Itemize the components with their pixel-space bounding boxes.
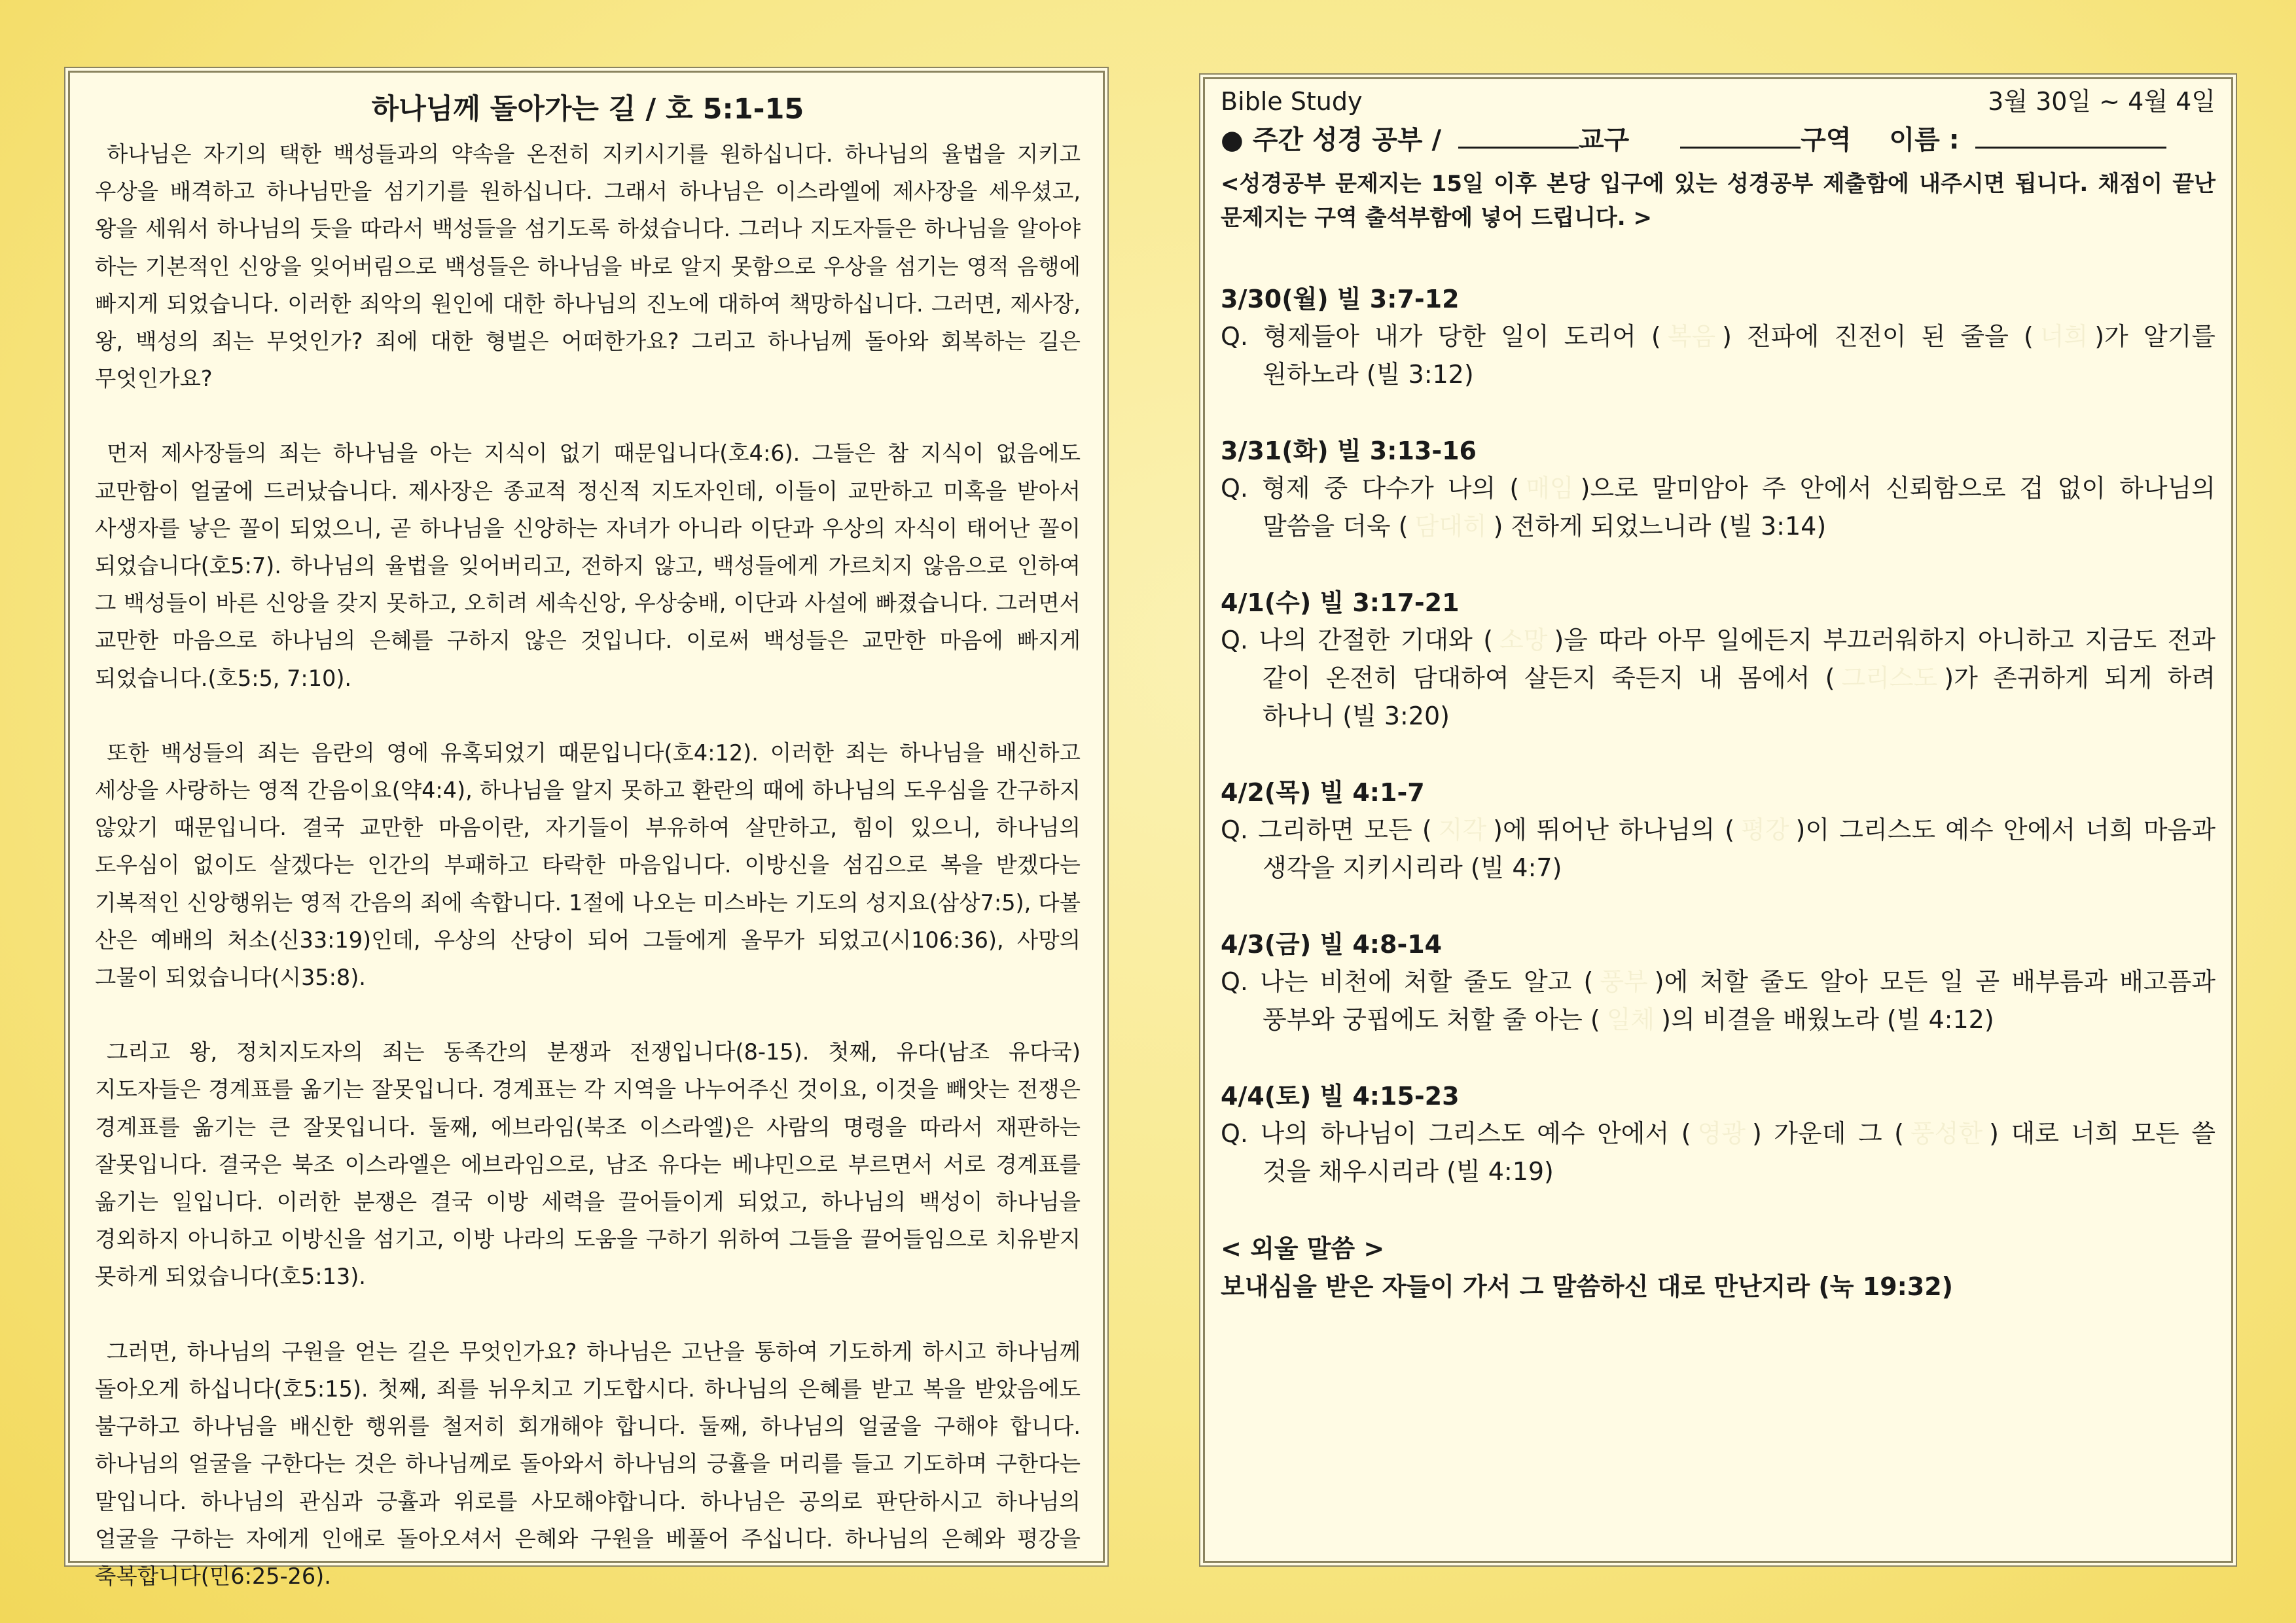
question-segment: )가 알기를 원하노라 (빌 3:12) <box>1263 322 2215 389</box>
day-block <box>1221 433 2215 545</box>
answer-blank[interactable]: 평강 <box>1741 815 1789 844</box>
day-reference: 4/3(금) 빌 4:8-14 <box>1221 930 1443 959</box>
day-block <box>1221 584 2215 735</box>
question-segment: )이 그리스도 예수 안에서 너희 마음과 생각을 지키시리라 (빌 4:7) <box>1263 815 2215 882</box>
question-text <box>1221 317 2215 393</box>
day-reference: 4/2(목) 빌 4:1-7 <box>1221 778 1425 807</box>
sermon-paragraph: 먼저 제사장들의 죄는 하나님을 아는 지식이 없기 때문입니다(호4:6). 그들은 참 지식이 없음에도 교만함이 얼굴에 드러났습니다. 제사장은 종교적 정신적 지도자인데, 이들이 교만하고 미혹을 받아서 사생자를 낳은 꼴이 되었으니, 곧 하나님을 신앙하는 자녀가 아니라 이단과 우상의 자식이 태어난 꼴이 되었습니다(호5:7). 하나님의 율법을 잊어버리고, 전하지 않고, 백성들에게 가르치지 않음으로 인하여 그 백성들이 바른 신앙을 갖지 못하고, 오히려 세속신앙, 우상숭배, 이단과 사설에 빠졌습니다. 그러면서 교만한 마음으로 하나님의 은혜를 구하지 않은 것입니다. 이로써 백성들은 교만한 마음에 빠지게 되었습니다.(호5:5, 7:10). <box>95 440 1081 691</box>
question-text <box>1221 963 2215 1039</box>
question-segment: Q. 나는 비천에 처할 줄도 알고 ( <box>1221 967 1594 996</box>
answer-blank[interactable]: 담대히 <box>1414 512 1487 541</box>
question-segment: )에 뛰어난 하나님의 ( <box>1493 815 1735 844</box>
question-segment: )에 처할 줄도 알아 모든 일 곧 배부름과 배고픔과 풍부와 궁핍에도 처할 줄 아는 ( <box>1263 967 2215 1034</box>
name-blank[interactable] <box>1975 120 2166 149</box>
question-segment: Q. 형제 중 다수가 나의 ( <box>1221 474 1520 503</box>
parish-label: 교구 <box>1579 125 1630 155</box>
sermon-panel <box>68 71 1105 1589</box>
question-segment: ) 전파에 진전이 된 줄을 ( <box>1722 322 2034 351</box>
sermon-paragraph: 또한 백성들의 죄는 음란의 영에 유혹되었기 때문입니다(호4:12). 이러한 죄는 하나님을 배신하고 세상을 사랑하는 영적 간음이요(약4:4), 하나님을 알지 못하고 환란의 때에 하나님의 도우심을 간구하지 않았기 때문입니다. 결국 교만한 마음이란, 자기들이 부유하여 살만하고, 힘이 있으니, 하나님의 도우심이 없이도 살겠다는 인간의 부패하고 타락한 마음입니다. 이방신을 섬김으로 복을 받겠다는 기복적인 신앙행위는 영적 간음의 죄에 속합니다. 1절에 나오는 미스바는 기도의 성지요(삼상7:5), 다볼 산은 예배의 처소(신33:19)인데, 우상의 산당이 되어 그들에게 올무가 되었고(시106:36), 사망의 그물이 되었습니다(시35:8). <box>95 740 1081 991</box>
date-range: 3월 30일 ~ 4월 4일 <box>1988 87 2215 116</box>
bible-study-panel <box>1203 77 2233 1563</box>
question-segment: ) 가운데 그 ( <box>1751 1119 1905 1148</box>
answer-blank[interactable]: 그리스도 <box>1841 664 1938 692</box>
sermon-paragraph: 그러면, 하나님의 구원을 얻는 길은 무엇인가요? 하나님은 고난을 통하여 기도하게 하시고 하나님께 돌아오게 하십니다(호5:15). 첫째, 죄를 뉘우치고 기도합시다. 하나님의 은혜를 받고 복을 받았음에도 불구하고 하나님을 배신한 행위를 철저히 회개해야 합니다. 둘째, 하나님의 얼굴을 구해야 합니다. 하나님의 얼굴을 구한다는 것은 하나님께로 돌아와서 하나님의 긍휼을 머리를 들고 기도하며 구한다는 말입니다. 하나님의 관심과 긍휼과 위로를 사모해야합니다. 하나님은 공의로 판단하시고 하나님의 얼굴을 구하는 자에게 인애로 돌아오셔서 은혜와 구원을 베풀어 주십니다. 하나님의 은혜와 평강을 축복합니다(민6:25-26). <box>95 1338 1081 1589</box>
question-text <box>1221 811 2215 887</box>
answer-blank[interactable]: 풍성한 <box>1910 1119 1983 1148</box>
answer-blank[interactable]: 매임 <box>1526 474 1574 503</box>
question-segment: Q. 형제들아 내가 당한 일이 도리어 ( <box>1221 322 1661 351</box>
day-block <box>1221 1078 2215 1190</box>
sermon-paragraph: 하나님은 자기의 택한 백성들과의 약속을 온전히 지키시기를 원하십니다. 하나님의 율법을 지키고 우상을 배격하고 하나님만을 섬기기를 원하십니다. 그래서 하나님은 이스라엘에 제사장을 세우셨고, 왕을 세워서 하나님의 듯을 따라서 백성들을 섬기도록 하셨습니다. 그러나 지도자들은 하나님을 알아야 하는 기본적인 신앙을 잊어버림으로 백성들은 하나님을 바로 알지 못함으로 우상을 섬기는 영적 음행에 빠지게 되었습니다. 이러한 죄악의 원인에 대한 하나님의 진노에 대하여 책망하십니다. 그러면, 제사장, 왕, 백성의 죄는 무엇인가? 죄에 대한 형벌은 어떠한가요? 그리고 하나님께 돌아와 회복하는 길은 무엇인가요? <box>95 141 1081 392</box>
sermon-paragraph: 그리고 왕, 정치지도자의 죄는 동족간의 분쟁과 전쟁입니다(8-15). 첫째, 유다(남조 유다국) 지도자들은 경계표를 옮기는 잘못입니다. 경계표는 각 지역을 나누어주신 것이요, 이것을 빼앗는 전쟁은 경계표를 옮기는 큰 잘못입니다. 둘째, 에브라임(북조 이스라엘)은 사람의 명령을 따라서 재판하는 잘못입니다. 결국은 북조 이스라엘은 에브라임으로, 남조 유다는 베냐민으로 부르면서 서로 경계표를 옮기는 일입니다. 이러한 분쟁은 결국 이방 세력을 끌어들이게 되었고, 하나님의 백성이 하나님을 경외하지 아니하고 이방신을 섬기고, 이방 나라의 도움을 구하기 위하여 그들을 끌어들임으로 치유받지 못하게 되었습니다(호5:13). <box>95 1039 1081 1290</box>
question-text <box>1221 469 2215 545</box>
question-segment: Q. 그리하면 모든 ( <box>1221 815 1432 844</box>
day-reference: 4/1(수) 빌 3:17-21 <box>1221 588 1460 617</box>
day-reference: 4/4(토) 빌 4:15-23 <box>1221 1082 1460 1111</box>
question-segment: ) 대로 너희 모든 쓸 것을 채우시리라 (빌 4:19) <box>1263 1119 2215 1186</box>
answer-blank[interactable]: 지각 <box>1438 815 1487 844</box>
question-segment: )을 따라 아무 일에든지 부끄러워하지 아니하고 지금도 전과 같이 온전히 담대하여 살든지 죽든지 내 몸에서 ( <box>1263 626 2216 692</box>
memory-verse-section <box>1221 1230 2215 1306</box>
day-block <box>1221 926 2215 1039</box>
answer-blank[interactable]: 소망 <box>1499 626 1548 654</box>
question-text <box>1221 621 2215 735</box>
answer-blank[interactable]: 영광 <box>1697 1119 1746 1148</box>
district-label: 구역 <box>1801 125 1852 155</box>
submission-notice: <성경공부 문제지는 15일 이후 본당 입구에 있는 성경공부 제출함에 내주시면 됩니다. 채점이 끝난 문제지는 구역 출석부함에 넣어 드립니다. > <box>1221 171 2215 231</box>
question-segment: Q. 나의 하나님이 그리스도 예수 안에서 ( <box>1221 1119 1691 1148</box>
question-segment: )가 존귀하게 되게 하려 하나니 (빌 3:20) <box>1263 664 2215 730</box>
question-segment: Q. 나의 간절한 기대와 ( <box>1221 626 1494 654</box>
daily-questions <box>1221 281 2215 1190</box>
day-reference: 3/31(화) 빌 3:13-16 <box>1221 437 1477 465</box>
answer-blank[interactable]: 복음 <box>1667 322 1716 351</box>
question-segment: ) 전하게 되었느니라 (빌 3:14) <box>1493 512 1827 541</box>
district-blank[interactable] <box>1680 120 1801 149</box>
study-label: Bible Study <box>1221 87 1363 116</box>
day-block <box>1221 281 2215 393</box>
sermon-title: 하나님께 돌아가는 길 / 호 5:1-15 <box>371 93 804 126</box>
answer-blank[interactable]: 일체 <box>1606 1005 1655 1034</box>
study-header <box>1221 83 2215 120</box>
study-title-row <box>1221 120 2215 160</box>
answer-blank[interactable]: 풍부 <box>1600 967 1648 996</box>
day-block <box>1221 774 2215 887</box>
memory-title: < 외울 말씀 > <box>1221 1234 1385 1263</box>
day-reference: 3/30(월) 빌 3:7-12 <box>1221 285 1460 313</box>
answer-blank[interactable]: 너희 <box>2039 322 2089 351</box>
question-segment: )의 비결을 배웠노라 (빌 4:12) <box>1661 1005 1994 1034</box>
study-heading: ● 주간 성경 공부 / <box>1221 125 1442 155</box>
parish-blank[interactable] <box>1458 120 1579 149</box>
name-label: 이름 : <box>1889 125 1960 155</box>
question-text <box>1221 1115 2215 1190</box>
memory-verse: 보내심을 받은 자들이 가서 그 말씀하신 대로 만난지라 (눅 19:32) <box>1221 1272 1954 1301</box>
question-segment: )으로 말미암아 주 안에서 신뢰함으로 겁 없이 하나님의 말씀을 더욱 ( <box>1263 474 2215 541</box>
